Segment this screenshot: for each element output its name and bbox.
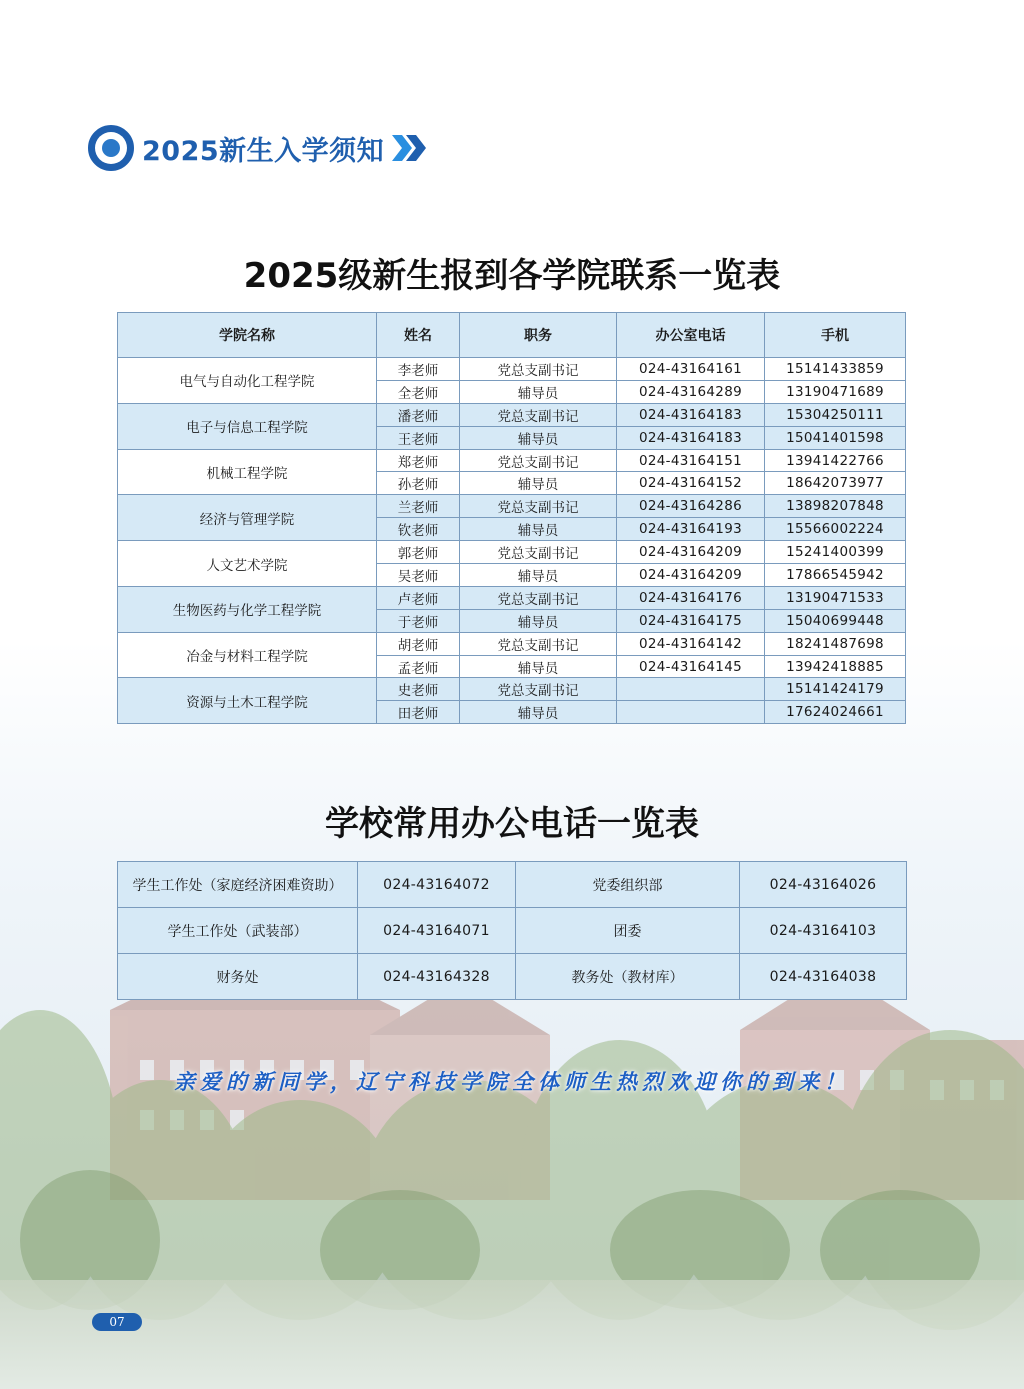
college-name-cell: 电气与自动化工程学院 bbox=[118, 358, 377, 404]
mobile-cell: 15566002224 bbox=[765, 518, 906, 541]
name-cell: 王老师 bbox=[377, 426, 460, 449]
name-cell: 孟老师 bbox=[377, 655, 460, 678]
table-row bbox=[118, 954, 907, 1000]
office-label-cell: 学生工作处（武装部） bbox=[118, 908, 358, 954]
office-label-cell: 党委组织部 bbox=[516, 862, 740, 908]
college-name-cell: 冶金与材料工程学院 bbox=[118, 632, 377, 678]
office-phone-cell: 024-43164176 bbox=[617, 586, 765, 609]
double-chevron-right-icon bbox=[390, 133, 430, 163]
office-phone-cell: 024-43164193 bbox=[617, 518, 765, 541]
position-cell: 党总支副书记 bbox=[460, 403, 617, 426]
college-name-cell: 人文艺术学院 bbox=[118, 541, 377, 587]
name-cell: 卢老师 bbox=[377, 586, 460, 609]
mobile-cell: 15241400399 bbox=[765, 541, 906, 564]
mobile-cell: 13942418885 bbox=[765, 655, 906, 678]
office-table-title: 学校常用办公电话一览表 bbox=[325, 804, 699, 844]
office-phone-cell: 024-43164071 bbox=[358, 908, 516, 954]
office-phone-cell bbox=[617, 678, 765, 701]
table-row bbox=[118, 495, 906, 518]
page-number-badge: 07 bbox=[92, 1313, 142, 1331]
college-name-cell: 机械工程学院 bbox=[118, 449, 377, 495]
mobile-cell: 13190471689 bbox=[765, 380, 906, 403]
mobile-cell: 18241487698 bbox=[765, 632, 906, 655]
name-cell: 李老师 bbox=[377, 358, 460, 381]
office-phone-cell: 024-43164151 bbox=[617, 449, 765, 472]
position-cell: 党总支副书记 bbox=[460, 632, 617, 655]
name-cell: 孙老师 bbox=[377, 472, 460, 495]
position-cell: 辅导员 bbox=[460, 655, 617, 678]
column-header-mobile: 手机 bbox=[765, 313, 906, 358]
office-label-cell: 教务处（教材库） bbox=[516, 954, 740, 1000]
office-phone-cell: 024-43164183 bbox=[617, 426, 765, 449]
office-phone-cell: 024-43164026 bbox=[740, 862, 907, 908]
position-cell: 辅导员 bbox=[460, 564, 617, 587]
campus-background-image bbox=[0, 640, 1024, 1389]
office-phones-table bbox=[117, 861, 907, 1000]
name-cell: 史老师 bbox=[377, 678, 460, 701]
mobile-cell: 18642073977 bbox=[765, 472, 906, 495]
position-cell: 党总支副书记 bbox=[460, 586, 617, 609]
table-row bbox=[118, 862, 907, 908]
office-phone-cell: 024-43164072 bbox=[358, 862, 516, 908]
position-cell: 辅导员 bbox=[460, 609, 617, 632]
name-cell: 钦老师 bbox=[377, 518, 460, 541]
mobile-cell: 15041401598 bbox=[765, 426, 906, 449]
table-row bbox=[118, 632, 906, 655]
college-name-cell: 生物医药与化学工程学院 bbox=[118, 586, 377, 632]
office-phone-cell: 024-43164152 bbox=[617, 472, 765, 495]
table-row bbox=[118, 586, 906, 609]
mobile-cell: 13941422766 bbox=[765, 449, 906, 472]
college-name-cell: 经济与管理学院 bbox=[118, 495, 377, 541]
mobile-cell: 13898207848 bbox=[765, 495, 906, 518]
mobile-cell: 15141433859 bbox=[765, 358, 906, 381]
office-phone-cell bbox=[617, 701, 765, 724]
office-label-cell: 财务处 bbox=[118, 954, 358, 1000]
office-phone-cell: 024-43164161 bbox=[617, 358, 765, 381]
office-phone-cell: 024-43164145 bbox=[617, 655, 765, 678]
position-cell: 辅导员 bbox=[460, 472, 617, 495]
name-cell: 吴老师 bbox=[377, 564, 460, 587]
office-phone-cell: 024-43164209 bbox=[617, 541, 765, 564]
mobile-cell: 17866545942 bbox=[765, 564, 906, 587]
mobile-cell: 15304250111 bbox=[765, 403, 906, 426]
office-label-cell: 学生工作处（家庭经济困难资助） bbox=[118, 862, 358, 908]
name-cell: 潘老师 bbox=[377, 403, 460, 426]
position-cell: 辅导员 bbox=[460, 518, 617, 541]
position-cell: 党总支副书记 bbox=[460, 449, 617, 472]
name-cell: 田老师 bbox=[377, 701, 460, 724]
position-cell: 党总支副书记 bbox=[460, 541, 617, 564]
column-header-position: 职务 bbox=[460, 313, 617, 358]
office-phone-cell: 024-43164328 bbox=[358, 954, 516, 1000]
contacts-table-title: 2025级新生报到各学院联系一览表 bbox=[243, 256, 781, 296]
column-header-office-phone: 办公室电话 bbox=[617, 313, 765, 358]
office-phone-cell: 024-43164286 bbox=[617, 495, 765, 518]
name-cell: 全老师 bbox=[377, 380, 460, 403]
position-cell: 党总支副书记 bbox=[460, 358, 617, 381]
name-cell: 兰老师 bbox=[377, 495, 460, 518]
name-cell: 于老师 bbox=[377, 609, 460, 632]
table-header-row bbox=[118, 313, 906, 358]
college-name-cell: 电子与信息工程学院 bbox=[118, 403, 377, 449]
office-phone-cell: 024-43164183 bbox=[617, 403, 765, 426]
office-phone-cell: 024-43164103 bbox=[740, 908, 907, 954]
name-cell: 胡老师 bbox=[377, 632, 460, 655]
mobile-cell: 15040699448 bbox=[765, 609, 906, 632]
office-phone-cell: 024-43164038 bbox=[740, 954, 907, 1000]
college-contacts-table bbox=[117, 312, 906, 724]
table-row bbox=[118, 358, 906, 381]
column-header-name: 姓名 bbox=[377, 313, 460, 358]
office-label-cell: 团委 bbox=[516, 908, 740, 954]
table-row bbox=[118, 449, 906, 472]
university-seal-icon bbox=[88, 125, 134, 171]
mobile-cell: 17624024661 bbox=[765, 701, 906, 724]
welcome-message: 亲爱的新同学，辽宁科技学院全体师生热烈欢迎你的到来！ bbox=[174, 1069, 850, 1094]
table-row bbox=[118, 403, 906, 426]
table-row bbox=[118, 541, 906, 564]
section-title: 2025新生入学须知 bbox=[142, 135, 385, 167]
table-row bbox=[118, 678, 906, 701]
table-row bbox=[118, 908, 907, 954]
college-name-cell: 资源与土木工程学院 bbox=[118, 678, 377, 724]
office-phone-cell: 024-43164142 bbox=[617, 632, 765, 655]
mobile-cell: 13190471533 bbox=[765, 586, 906, 609]
office-phone-cell: 024-43164209 bbox=[617, 564, 765, 587]
position-cell: 党总支副书记 bbox=[460, 678, 617, 701]
position-cell: 辅导员 bbox=[460, 380, 617, 403]
position-cell: 党总支副书记 bbox=[460, 495, 617, 518]
office-phone-cell: 024-43164289 bbox=[617, 380, 765, 403]
column-header-college: 学院名称 bbox=[118, 313, 377, 358]
position-cell: 辅导员 bbox=[460, 426, 617, 449]
office-phone-cell: 024-43164175 bbox=[617, 609, 765, 632]
position-cell: 辅导员 bbox=[460, 701, 617, 724]
section-header bbox=[88, 124, 430, 172]
name-cell: 郭老师 bbox=[377, 541, 460, 564]
mobile-cell: 15141424179 bbox=[765, 678, 906, 701]
name-cell: 郑老师 bbox=[377, 449, 460, 472]
